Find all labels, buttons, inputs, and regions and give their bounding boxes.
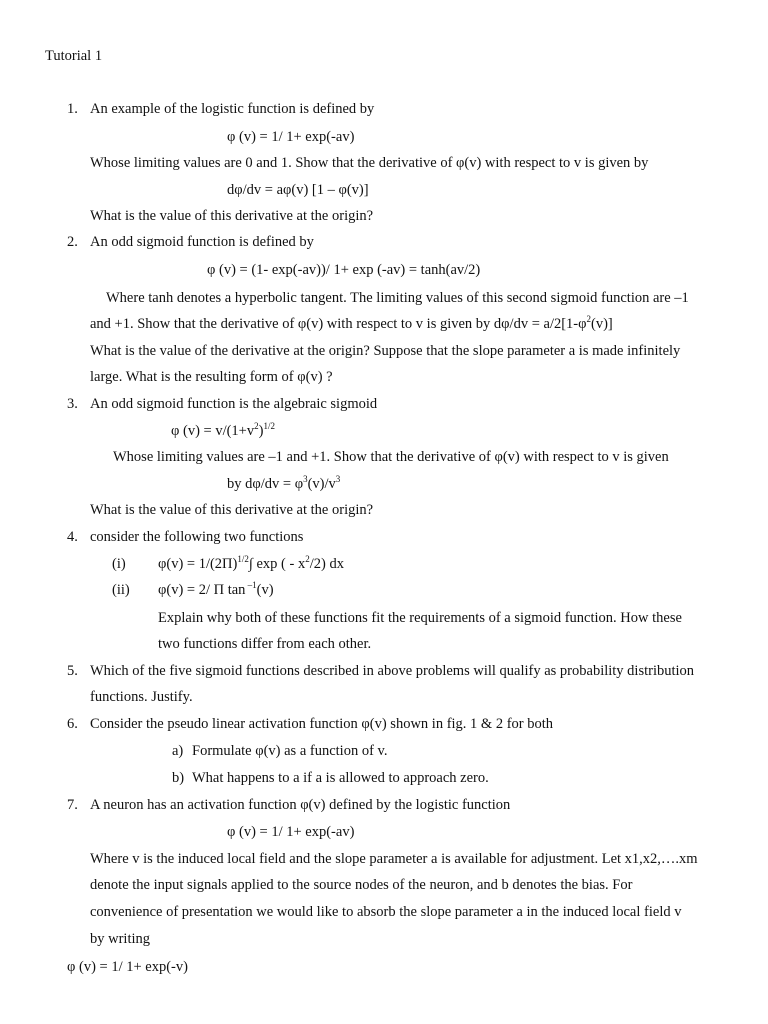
question-text: An example of the logistic function is defined by [90, 101, 375, 117]
tutorial-title: Tutorial 1 [45, 48, 103, 64]
question-text: denote the input signals applied to the source nodes of the neuron, and b denotes the bias. For [90, 877, 633, 893]
question-text: large. What is the resulting form of φ(v) ? [90, 369, 333, 385]
formula: φ (v) = (1- exp(-av))/ 1+ exp (-av) = tanh(av/2) [207, 262, 481, 278]
sub-item-text: What happens to a if a is allowed to approach zero. [192, 770, 489, 786]
question-text: What is the value of this derivative at the origin? [90, 502, 374, 518]
question-text: functions. Justify. [90, 689, 193, 705]
question-number: 5. [67, 663, 78, 679]
formula: φ (v) = 1/ 1+ exp(-av) [227, 129, 355, 145]
question-text: An odd sigmoid function is the algebraic sigmoid [90, 396, 378, 412]
question-text: two functions differ from each other. [158, 636, 372, 652]
question-text: An odd sigmoid function is defined by [90, 234, 314, 250]
question-text: A neuron has an activation function φ(v) defined by the logistic function [90, 797, 511, 813]
question-text: Explain why both of these functions fit the requirements of a sigmoid function. How these [158, 610, 682, 626]
question-text: What is the value of the derivative at the origin? Suppose that the slope parameter a is made infinitely [90, 343, 681, 359]
question-number: 1. [67, 101, 78, 117]
question-text: Whose limiting values are –1 and +1. Show that the derivative of φ(v) with respect to v is given [113, 449, 669, 465]
formula: dφ/dv = aφ(v) [1 – φ(v)] [227, 182, 369, 198]
question-text: Where v is the induced local field and the slope parameter a is available for adjustment. Let x1,x2,….xm [90, 851, 698, 867]
question-text: What is the value of this derivative at the origin? [90, 208, 374, 224]
question-text: Which of the five sigmoid functions described in above problems will qualify as probability distribution [90, 663, 695, 679]
formula: $\varphi(v) = 1/(2\Pi)^{1/2}\int$ exp ( - $x^2/2$) dx [158, 554, 344, 572]
question-number: 6. [67, 716, 78, 732]
sub-item-label: (ii) [112, 582, 130, 598]
sub-item-label: a) [172, 743, 184, 759]
sub-item-label: (i) [112, 556, 126, 572]
formula: φ (v) = 1/ 1+ exp(-v) [67, 959, 188, 975]
question-text: by writing [90, 931, 151, 947]
sub-item-text: Formulate φ(v) as a function of v. [192, 743, 388, 759]
formula: φ (v) = 1/ 1+ exp(-av) [227, 824, 355, 840]
formula: by $d\varphi/dv = \varphi^3(v)/v^3$ [227, 474, 341, 492]
question-text: consider the following two functions [90, 529, 304, 545]
formula: φ(v) = 2/ Π tan $^{-1}$(v) [158, 580, 274, 598]
question-text: and +1. Show that the derivative of φ(v) with respect to v is given by $d\varphi/dv = a/2[1-\varphi^2(v)]$ [90, 314, 613, 332]
question-text: convenience of presentation we would like to absorb the slope parameter a in the induced local field v [90, 904, 682, 920]
question-number: 7. [67, 797, 78, 813]
formula: φ $(v) = v/(1+v^2)^{1/2}$ [171, 421, 275, 439]
question-number: 4. [67, 529, 78, 545]
sub-item-label: b) [172, 770, 185, 786]
question-text: Whose limiting values are 0 and 1. Show that the derivative of φ(v) with respect to v is given by [90, 155, 649, 171]
question-number: 3. [67, 396, 78, 412]
question-text: Where tanh denotes a hyperbolic tangent. The limiting values of this second sigmoid function are –1 [106, 290, 689, 306]
question-text: Consider the pseudo linear activation function φ(v) shown in fig. 1 & 2 for both [90, 716, 554, 732]
question-number: 2. [67, 234, 78, 250]
